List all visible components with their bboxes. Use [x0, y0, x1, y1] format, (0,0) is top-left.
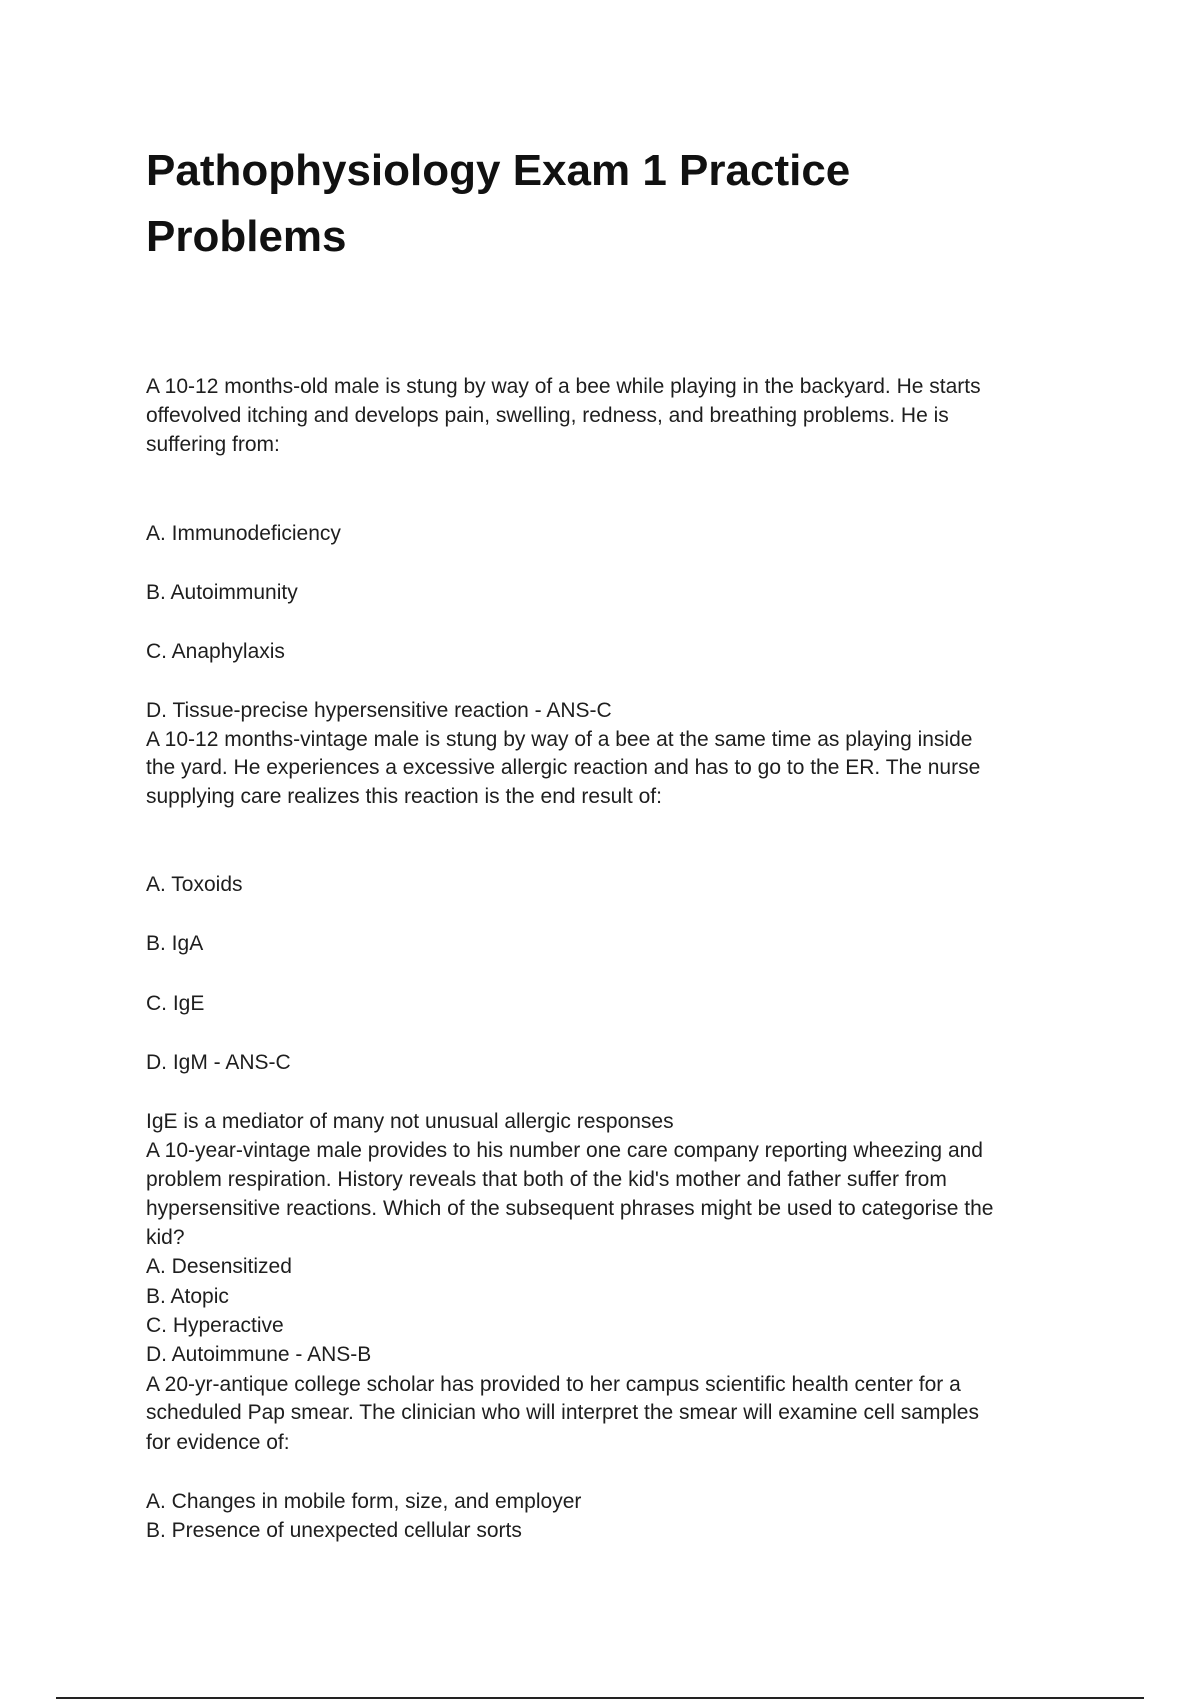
question-2-option-a: A. Toxoids: [146, 873, 243, 896]
question-1-stem-line-2: offevolved itching and develops pain, swelling, redness, and breathing problems. He is: [146, 404, 949, 427]
question-2-stem-line-2: the yard. He experiences a excessive allergic reaction and has to go to the ER. The nurse: [146, 756, 981, 779]
question-1-option-c: C. Anaphylaxis: [146, 640, 285, 663]
question-1-option-a: A. Immunodeficiency: [146, 522, 341, 545]
page-bottom-divider: [56, 1697, 1144, 1699]
question-2-option-b: B. IgA: [146, 932, 204, 955]
question-3-stem-line-3: hypersensitive reactions. Which of the subsequent phrases might be used to categorise the: [146, 1197, 994, 1220]
question-3-stem-line-4: kid?: [146, 1226, 185, 1249]
question-3-stem-line-1: A 10-year-vintage male provides to his number one care company reporting wheezing and: [146, 1139, 983, 1162]
question-2-stem-line-1: A 10-12 months-vintage male is stung by way of a bee at the same time as playing inside: [146, 728, 973, 751]
question-1-option-d-answer: D. Tissue-precise hypersensitive reaction - ANS-C: [146, 699, 612, 722]
question-2-option-d-answer: D. IgM - ANS-C: [146, 1051, 291, 1074]
question-4-stem-line-3: for evidence of:: [146, 1431, 290, 1454]
question-1-option-b: B. Autoimmunity: [146, 581, 298, 604]
question-3-option-d-answer: D. Autoimmune - ANS-B: [146, 1343, 372, 1366]
question-3-option-b: B. Atopic: [146, 1285, 229, 1308]
question-2-rationale: IgE is a mediator of many not unusual allergic responses: [146, 1110, 674, 1133]
question-2-stem-line-3: supplying care realizes this reaction is the end result of:: [146, 785, 662, 808]
question-4-option-b: B. Presence of unexpected cellular sorts: [146, 1519, 522, 1542]
question-1-stem-line-3: suffering from:: [146, 433, 280, 456]
question-3-stem-line-2: problem respiration. History reveals that both of the kid's mother and father suffer from: [146, 1168, 947, 1191]
question-4-stem-line-1: A 20-yr-antique college scholar has provided to her campus scientific health center for a: [146, 1373, 961, 1396]
page-title: Pathophysiology Exam 1 Practice Problems: [146, 146, 851, 261]
question-3-option-c: C. Hyperactive: [146, 1314, 284, 1337]
question-2-option-c: C. IgE: [146, 992, 205, 1015]
question-4-stem-line-2: scheduled Pap smear. The clinician who will interpret the smear will examine cell samples: [146, 1401, 979, 1424]
question-1-stem-line-1: A 10-12 months-old male is stung by way of a bee while playing in the backyard. He starts: [146, 375, 981, 398]
question-4-option-a: A. Changes in mobile form, size, and employer: [146, 1490, 582, 1513]
question-3-option-a: A. Desensitized: [146, 1255, 292, 1278]
